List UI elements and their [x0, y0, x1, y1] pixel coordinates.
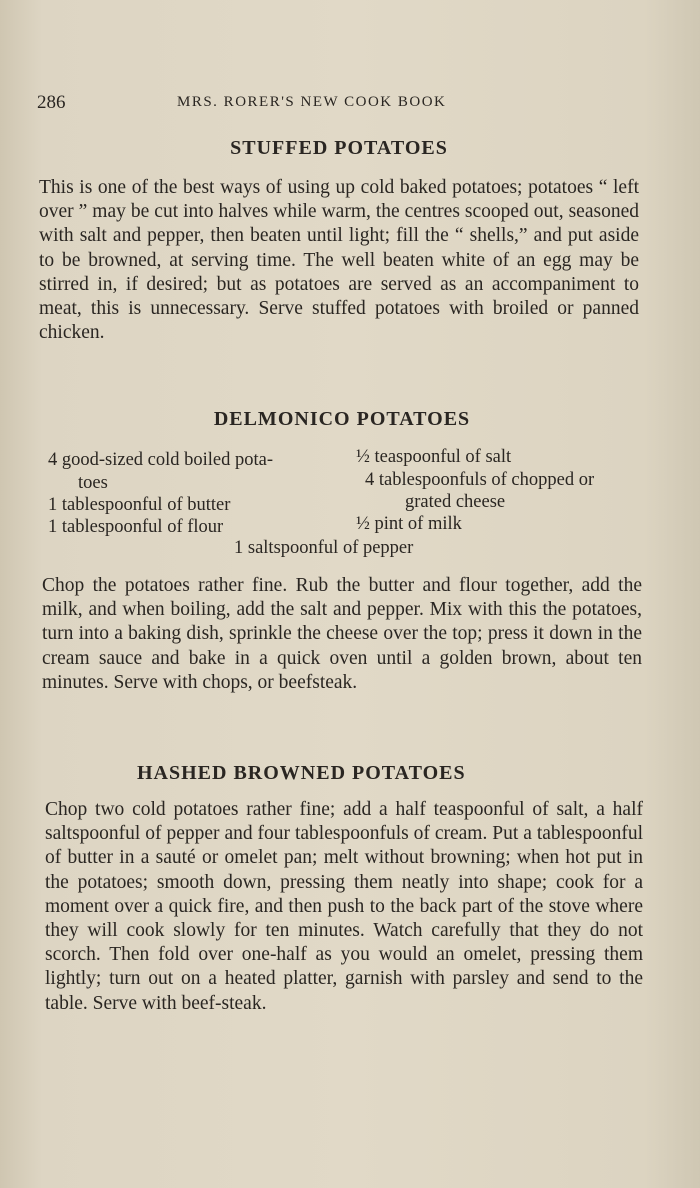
ingredient-item: grated cheese — [405, 492, 506, 512]
running-title: MRS. RORER'S NEW COOK BOOK — [177, 94, 447, 110]
section-title-delmonico-potatoes: DELMONICO POTATOES — [213, 408, 471, 430]
running-head — [37, 92, 637, 118]
ingredient-item: 4 good-sized cold boiled pota- — [48, 450, 274, 470]
ingredient-item: 4 tablespoonfuls of chopped or — [365, 470, 595, 490]
ingredient-item: 1 tablespoonful of flour — [48, 517, 224, 537]
paragraph-delmonico-potatoes: Chop the potatoes rather fine. Rub the butter and flour together, add the milk, and when boiling, add the salt and pepper. Mix with this the potatoes, turn into a baking dish, sprinkle the cheese over the top; press it down in the cream sauce and bake in a quick oven until a golden brown, about ten minutes. Serve with chops, or beefsteak. — [42, 575, 642, 693]
ingredient-item: ½ pint of milk — [356, 514, 462, 534]
section-title-hashed-browned-potatoes: HASHED BROWNED POTATOES — [137, 762, 466, 784]
ingredient-item: ½ teaspoonful of salt — [356, 447, 512, 467]
ingredient-item: 1 tablespoonful of butter — [48, 495, 231, 515]
ingredient-item: toes — [78, 473, 108, 493]
ingredient-item: 1 saltspoonful of pepper — [234, 538, 414, 558]
paragraph-stuffed-potatoes: This is one of the best ways of using up cold baked potatoes; potatoes “ left over ” may be cut into halves while warm, the centres scooped out, seasoned with salt and pepper, then beaten until light; fill the “ shells,” and put aside to be browned, at serving time. The well beaten white of an egg may be stirred in, if desired; but as potatoes are served as an accompaniment to meat, this is unnecessary. Serve stuffed potatoes with broiled or panned chicken. — [39, 177, 639, 344]
paragraph-hashed-browned-potatoes: Chop two cold potatoes rather fine; add a half teaspoonful of salt, a half saltspoonful of pepper and four tablespoonfuls of cream. Put a tablespoonful of butter in a sauté or omelet pan; melt without browning; when hot put in the potatoes; smooth down, pressing them neatly into shape; cook for a moment over a quick fire, and then push to the back part of the stove where they will cook slowly for ten minutes. Watch carefully that they do not scorch. Then fold over one-half as you would an omelet, pressing them lightly; turn out on a heated platter, garnish with parsley and send to the table. Serve with beef-steak. — [45, 799, 643, 1014]
page-number: 286 — [37, 92, 66, 113]
section-title-stuffed-potatoes: STUFFED POTATOES — [230, 137, 448, 159]
